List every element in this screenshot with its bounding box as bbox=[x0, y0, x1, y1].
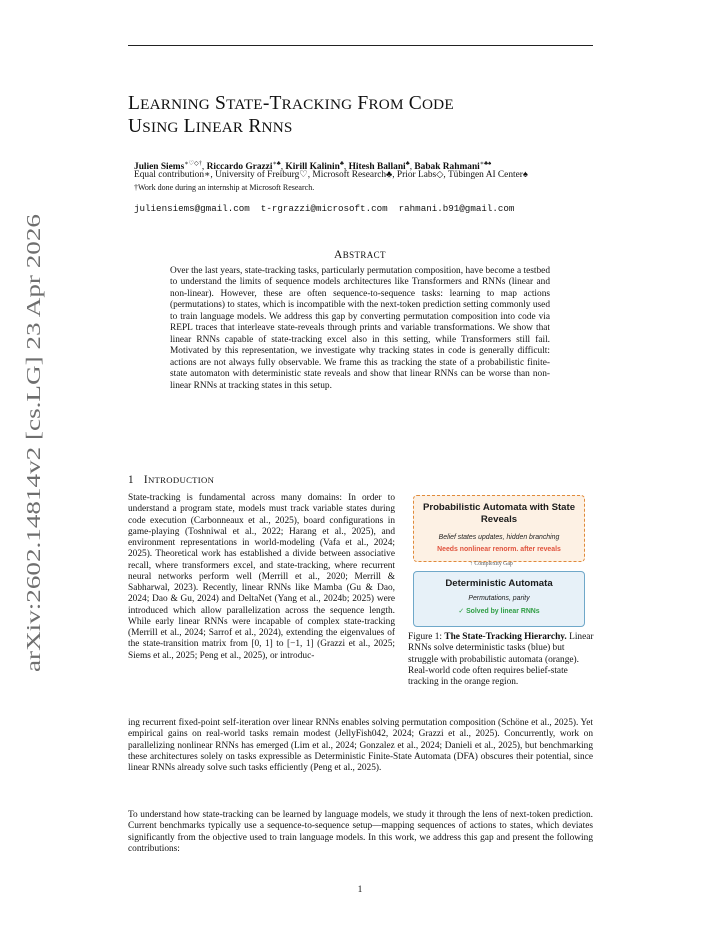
det-box-title: Deterministic Automata bbox=[445, 578, 553, 589]
abstract-body: Over the last years, state-tracking tasks, particularly permutation composition, have become a testbed to understand the limits of sequence models architectures like Transformers and RNNs (linear and non-linear). However, these are often sequence-to-sequence tasks: learning to map actions (permutations) to states, which is incompatible with the next-token prediction setting commonly used to train language models. We address this gap by converting permutation composition into code via REPL traces that interleave state-reveals through prints and variable transformations. We show that linear RNNs capable of state-tracking excel also in this setting, while Transformers still fail. Motivated by this representation, we investigate why tracking states in code is generally difficult: actions are not always fully observable. We frame this as tracking the state of a probabilistic finite-state automaton with deterministic state reveals and show that linear RNNs can be worse than non-linear RNNs at tracking states in this setup. bbox=[170, 266, 550, 391]
affiliations: Equal contribution∗, University of Freiburg♡, Microsoft Research♣, Prior Labs◇, Tübingen AI Center♠ bbox=[134, 170, 528, 180]
author-name: Kirill Kalinin bbox=[285, 162, 340, 172]
author-name: Julien Siems bbox=[134, 162, 185, 172]
deterministic-automata-box bbox=[413, 571, 585, 627]
internship-footnote: †Work done during an internship at Microsoft Research. bbox=[134, 183, 315, 192]
author-emails: juliensiems@gmail.com t-rgrazzi@microsoft.com rahmani.b91@gmail.com bbox=[134, 203, 515, 214]
author-marks: ∗♣ bbox=[272, 160, 281, 167]
section-heading-introduction bbox=[128, 474, 214, 486]
intro-paragraph-2: To understand how state-tracking can be learned by language models, we study it through the lens of next-token prediction. Current benchmarks typically use a sequence-to-sequence setup—mapping sequences of actions to states, which deviates significantly from the objective used to train language models. In this work, we address this gap and present the following contributions: bbox=[128, 810, 593, 854]
caption-label: Figure 1: bbox=[408, 632, 442, 642]
abstract-heading bbox=[0, 249, 720, 261]
arxiv-identifier-text: arXiv:2602.14814v2 [cs.LG] 23 Apr 2026 bbox=[23, 325, 45, 672]
abstract-heading-text: ABSTRACT bbox=[334, 249, 386, 261]
probabilistic-automata-box bbox=[413, 495, 585, 562]
author-name: Babak Rahmani bbox=[414, 162, 480, 172]
caption-title: The State-Tracking Hierarchy. bbox=[444, 632, 567, 642]
author-marks: ∗♣♠ bbox=[479, 160, 492, 167]
header-rule bbox=[128, 45, 593, 46]
page-number: 1 bbox=[357, 885, 363, 895]
prob-box-note: Needs nonlinear renorm. after reveals bbox=[437, 546, 561, 553]
section-title: INTRODUCTION bbox=[143, 474, 215, 486]
author-marks: ♣ bbox=[405, 160, 410, 167]
author-marks: ♣ bbox=[339, 160, 344, 167]
title-text-2: USING LINEAR RNNS bbox=[128, 116, 293, 137]
author-name: Hitesh Ballani bbox=[348, 162, 406, 172]
author-list: Julien Siems∗♡◇†, Riccardo Grazzi∗♣, Kirill Kalinin♣, Hitesh Ballani♣, Babak Rahmani∗♣♠ bbox=[134, 160, 492, 172]
figure-1-caption bbox=[408, 632, 594, 688]
prob-box-title: Probabilistic Automata with State Reveals bbox=[422, 502, 576, 525]
det-box-note: ✓ Solved by linear RNNs bbox=[458, 608, 540, 615]
title-text-1: LEARNING STATE-TRACKING FROM CODE bbox=[128, 93, 454, 114]
author-marks: ∗♡◇† bbox=[184, 160, 202, 167]
paper-title-line-1 bbox=[128, 93, 454, 116]
section-number: 1 bbox=[128, 474, 134, 486]
det-box-subtitle: Permutations, parity bbox=[468, 595, 530, 602]
intro-paragraph-1-continued: ing recurrent fixed-point self-iteration over linear RNNs enables solving permutation composition (Schöne et al., 2025). Yet empirical gains on real-world tasks remain modest (JellyFish042, 2024; Grazzi et al., 2025). Concurrently, work on parallelizing nonlinear RNNs has emerged (Lim et al., 2024; Gonzalez et al., 2024; Danieli et al., 2025), but benchmarking these architectures solely on tasks expressible as Deterministic Finite-State Automata (DFA) obscures their potential, since linear RNNs already solve such tasks efficiently (Peng et al., 2025). bbox=[128, 718, 593, 773]
intro-paragraph-1-column: State-tracking is fundamental across many domains: In order to understand a program state, models must track variable states during code execution (Carbonneaux et al., 2025), board configurations in game-playing (Toshniwal et al., 2022; Harang et al., 2025), and environment representations in world-modeling (Vafa et al., 2024; 2025). Theoretical work has established a divide between associative recall, where transformers excel, and state-tracking, where recurrent neural networks perform well (Merrill et al., 2020; Merrill & Sabharwal, 2023). Recently, linear RNNs like Mamba (Gu & Dao, 2024; Dao & Gu, 2024) and DeltaNet (Yang et al., 2024b; 2025) were introduced which allow parallelization across the sequence length. While early linear RNNs were incapable of complex state-tracking (Merrill et al., 2024; Sarrof et al., 2024), extending the eigenvalues of the state-transition matrix from [0, 1] to [−1, 1] (Grazzi et al., 2025; Siems et al., 2025; Peng et al., 2025), or introduc- bbox=[128, 493, 395, 661]
complexity-gap-label: ↑ Complexity Gap bbox=[470, 561, 513, 567]
prob-box-subtitle: Belief states updates, hidden branching bbox=[438, 534, 560, 541]
caption-text: Linear RNNs solve deterministic tasks (blue) but struggle with probabilistic automata (orange). Real-world code often requires belief-state tracking in the orange region. bbox=[408, 632, 594, 688]
author-name: Riccardo Grazzi bbox=[206, 162, 273, 172]
arxiv-identifier bbox=[18, 210, 48, 680]
paper-title-line-2 bbox=[128, 116, 293, 139]
